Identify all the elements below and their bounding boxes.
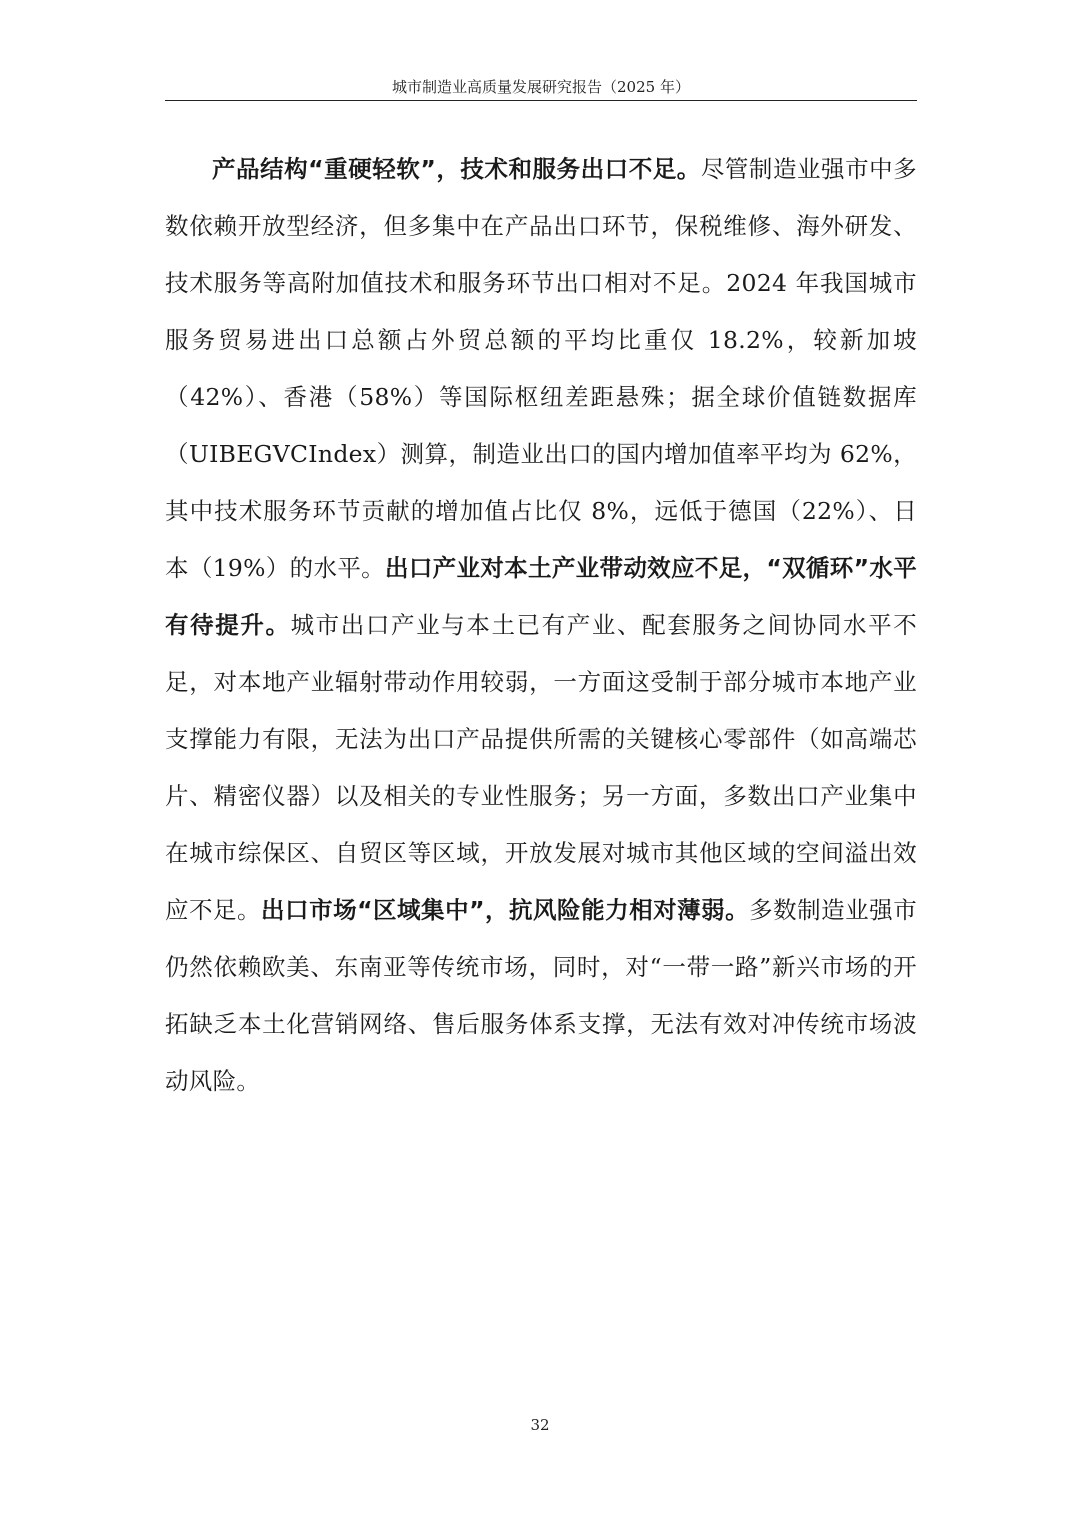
heading-market-concentration: 出口市场“区域集中”，抗风险能力相对薄弱。 xyxy=(261,896,750,924)
heading-product-structure: 产品结构“重硬轻软”，技术和服务出口不足。 xyxy=(212,155,701,183)
heading-industry-linkage: 出口产业对本土产业带动效应不足，“双循环”水平有待提升。 xyxy=(165,554,917,639)
header-rule xyxy=(165,100,917,101)
body-paragraph xyxy=(165,141,917,1110)
page-number: 32 xyxy=(530,1416,550,1434)
text-market-concentration: 多数制造业强市仍然依赖欧美、东南亚等传统市场，同时，对“一带一路”新兴市场的开拓缺乏本土化营销网络、售后服务体系支撑，无法有效对冲传统市场波动风险。 xyxy=(165,896,917,1095)
running-header: 城市制造业高质量发展研究报告（2025 年） xyxy=(392,78,690,96)
text-industry-linkage: 城市出口产业与本土已有产业、配套服务之间协同水平不足，对本地产业辐射带动作用较弱，一方面这受制于部分城市本地产业支撑能力有限，无法为出口产品提供所需的关键核心零部件（如高端芯片、精密仪器）以及相关的专业性服务；另一方面，多数出口产业集中在城市综保区、自贸区等区域，开放发展对城市其他区域的空间溢出效应不足。 xyxy=(165,611,918,924)
text-product-structure: 尽管制造业强市中多数依赖开放型经济，但多集中在产品出口环节，保税维修、海外研发、技术服务等高附加值技术和服务环节出口相对不足。2024 年我国城市服务贸易进出口总额占外贸总额的平均比重仅 18.2%，较新加坡（42%）、香港（58%）等国际枢纽差距悬殊；据全球价值链数据库（UIBEGVCIndex）测算，制造业出口的国内增加值率平均为 62%，其中技术服务环节贡献的增加值占比仅 8%，远低于德国（22%）、日本（19%）的水平。 xyxy=(165,155,917,582)
